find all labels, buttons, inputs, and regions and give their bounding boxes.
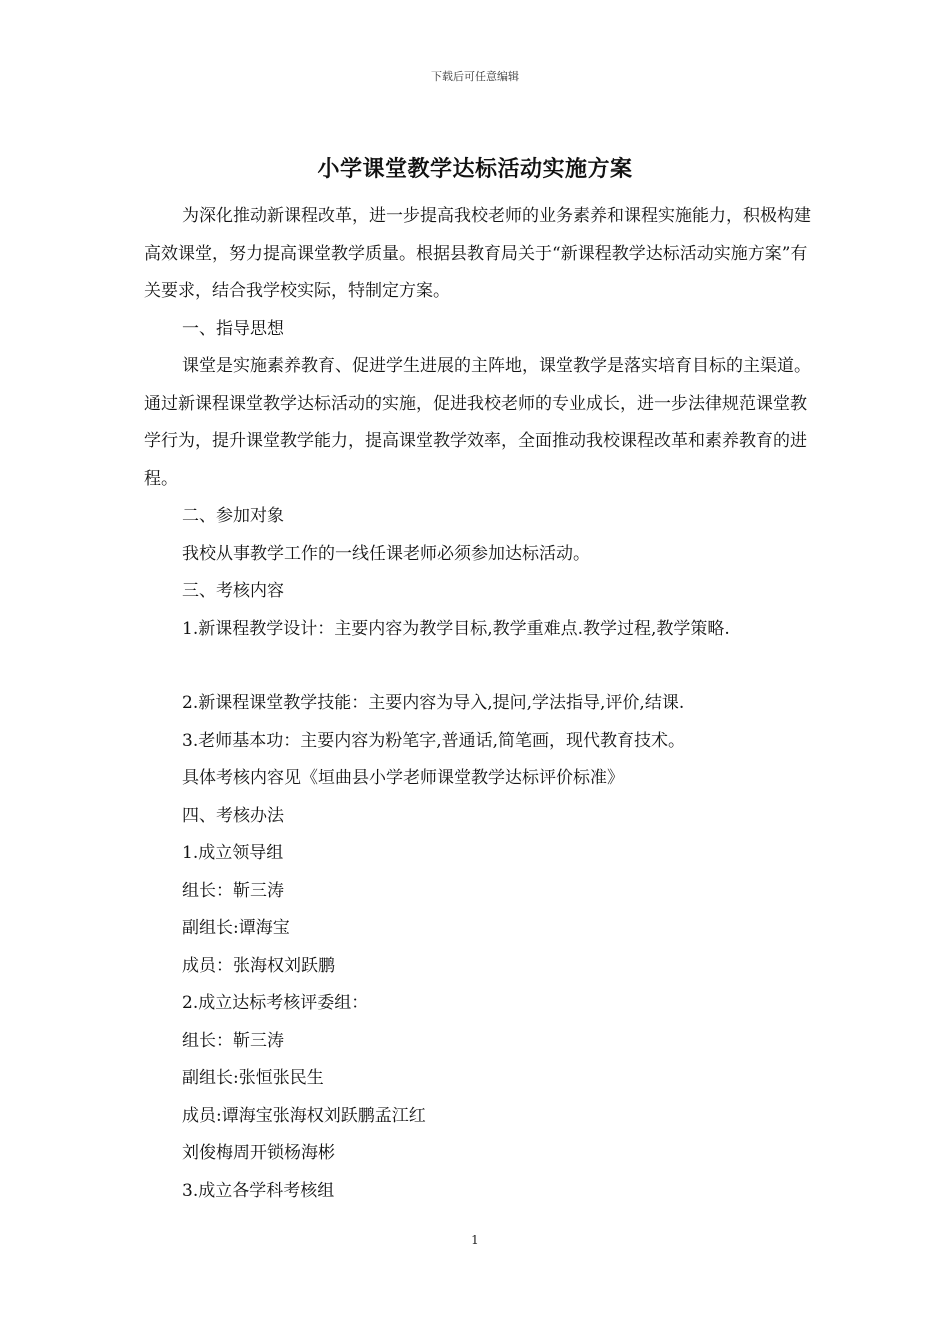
- jury-leader-line: 组长：靳三涛: [182, 1030, 284, 1051]
- members-line: 成员：张海权刘跃鹏: [182, 955, 335, 976]
- method-sub-3: 3.成立各学科考核组: [182, 1180, 335, 1201]
- method-sub-1: 1.成立领导组: [182, 843, 284, 863]
- header-note: 下载后可任意编辑: [431, 70, 519, 83]
- deputy-leader-line: 副组长:谭海宝: [182, 918, 290, 938]
- section-heading-assessment-method: 四、考核办法: [182, 805, 284, 826]
- method-sub-2: 2.成立达标考核评委组：: [182, 993, 369, 1013]
- jury-members-line: 成员:谭海宝张海权刘跃鹏孟江红: [182, 1105, 426, 1126]
- page-number: 1: [471, 1233, 479, 1247]
- section-heading-guiding-thought: 一、指导思想: [182, 318, 284, 339]
- assessment-note: 具体考核内容见《垣曲县小学老师课堂教学达标评价标准》: [182, 768, 624, 788]
- assessment-item-3: 3.老师基本功：主要内容为粉笔字,普通话,简笔画，现代教育技术。: [182, 730, 686, 751]
- intro-paragraph: 为深化推动新课程改革，进一步提高我校老师的业务素养和课程实施能力，积极构建高效课堂，努力提高课堂教学质量。根据县教育局关于“新课程教学达标活动实施方案”有关要求，结合我学校实际，特制定方案。: [144, 206, 811, 301]
- document-body: [144, 198, 812, 1210]
- document-title: 小学课堂教学达标活动实施方案: [317, 156, 633, 182]
- assessment-item-1: 1.新课程教学设计：主要内容为教学目标,教学重难点.教学过程,教学策略.: [182, 618, 730, 639]
- jury-members-continued: 刘俊梅周开锁杨海彬: [182, 1143, 335, 1163]
- section-heading-participants: 二、参加对象: [182, 506, 284, 526]
- leader-line: 组长：靳三涛: [182, 880, 284, 901]
- assessment-item-2: 2.新课程课堂教学技能：主要内容为导入,提问,学法指导,评价,结课.: [182, 693, 685, 713]
- guiding-thought-paragraph: 课堂是实施素养教育、促进学生进展的主阵地，课堂教学是落实培育目标的主渠道。通过新课程课堂教学达标活动的实施，促进我校老师的专业成长，进一步法律规范课堂教学行为，提升课堂教学能力，提高课堂教学效率，全面推动我校课程改革和素养教育的进程。: [144, 356, 811, 489]
- participants-paragraph: 我校从事教学工作的一线任课老师必须参加达标活动。: [182, 543, 590, 564]
- jury-deputy-line: 副组长:张恒张民生: [182, 1068, 324, 1088]
- section-heading-assessment-content: 三、考核内容: [182, 581, 284, 601]
